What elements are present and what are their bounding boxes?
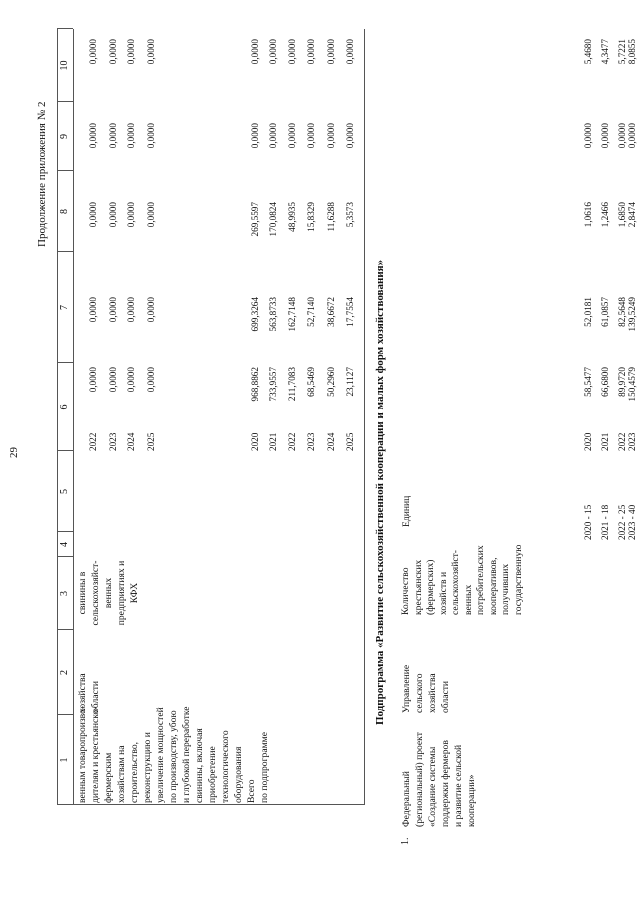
value-cell: 0,0000 <box>345 39 355 65</box>
value-cell: 0,0000 <box>617 123 627 149</box>
target-cell: 2023 - 40 <box>627 504 637 540</box>
header-cell: 8 <box>59 209 70 214</box>
value-cell: 0,0000 <box>88 202 98 228</box>
header-cell: 3 <box>59 591 70 596</box>
value-cell: 52,7140 <box>306 297 316 327</box>
header-cell: 9 <box>59 134 70 139</box>
value-cell: 0,0000 <box>146 39 156 65</box>
year-cell: 2020 <box>583 432 593 451</box>
value-cell: 0,0000 <box>583 123 593 149</box>
value-cell: 0,0000 <box>146 123 156 149</box>
value-cell: 5,3573 <box>345 202 355 228</box>
value-cell: 0,0000 <box>146 367 156 393</box>
value-cell: 1,6850 <box>617 202 627 228</box>
value-cell: 0,0000 <box>250 123 260 149</box>
value-cell: 968,8862 <box>250 367 260 402</box>
page-number: 29 <box>8 447 20 458</box>
value-cell: 162,7148 <box>287 297 297 332</box>
value-cell: 269,5597 <box>250 202 260 237</box>
value-cell: 0,0000 <box>146 297 156 323</box>
value-cell: 38,6672 <box>326 297 336 327</box>
value-cell: 0,0000 <box>250 39 260 65</box>
value-cell: 1,0616 <box>583 202 593 228</box>
value-cell: 0,0000 <box>126 123 136 149</box>
value-cell: 52,0181 <box>583 297 593 327</box>
value-cell: 5,7221 <box>617 39 627 65</box>
year-cell: 2023 <box>627 432 637 451</box>
value-cell: 0,0000 <box>287 39 297 65</box>
item-number: 1. <box>400 837 411 845</box>
header-cell: 2 <box>59 670 70 675</box>
project-title: Федеральный (региональный) проект «Создание системы поддержки фермеров и развитие сельской кооперации» <box>401 732 477 827</box>
year-cell: 2023 <box>108 432 118 451</box>
value-cell: 0,0000 <box>345 123 355 149</box>
indicator-text: свинины в сельскохозяйст- венных предприятиях и КФХ <box>77 560 140 626</box>
value-cell: 0,0000 <box>306 39 316 65</box>
value-cell: 0,0000 <box>108 39 118 65</box>
year-cell: 2022 <box>88 432 98 451</box>
header-cell: 7 <box>59 305 70 310</box>
value-cell: 8,0855 <box>627 39 637 65</box>
value-cell: 0,0000 <box>627 123 637 149</box>
value-cell: 0,0000 <box>108 297 118 323</box>
value-cell: 0,0000 <box>306 123 316 149</box>
value-cell: 0,0000 <box>126 202 136 228</box>
year-cell: 2022 <box>617 432 627 451</box>
continuation-label: Продолжение приложения № 2 <box>36 101 48 247</box>
value-cell: 0,0000 <box>88 123 98 149</box>
measure-description: венным товаропроизво- дителям и крестьянско- фермерским хозяйствам на строительство, реконструкцию и увеличение мощностей по производству, убою и глубокой переработке свинины, включая приобретение технологического оборудования <box>77 705 244 803</box>
value-cell: 0,0000 <box>126 39 136 65</box>
header-cell: 5 <box>59 489 70 494</box>
value-cell: 50,2960 <box>326 367 336 397</box>
target-cell: 2022 - 25 <box>617 504 627 540</box>
year-cell: 2020 <box>250 432 260 451</box>
value-cell: 15,8329 <box>306 202 316 232</box>
value-cell: 0,0000 <box>126 367 136 393</box>
year-cell: 2024 <box>126 432 136 451</box>
value-cell: 0,0000 <box>88 39 98 65</box>
header-cell: 1 <box>59 757 70 763</box>
target-cell: 2021 - 18 <box>600 504 610 540</box>
value-cell: 1,2466 <box>600 202 610 228</box>
year-cell: 2023 <box>306 432 316 451</box>
executor-text: хозяйства области <box>77 673 101 713</box>
value-cell: 58,5477 <box>583 367 593 397</box>
value-cell: 563,8733 <box>268 297 278 332</box>
value-cell: 150,4579 <box>627 367 637 402</box>
value-cell: 5,4680 <box>583 39 593 65</box>
header-cell: 4 <box>59 542 70 547</box>
subprogram-heading: Подпрограмма «Развитие сельскохозяйственной кооперации и малых форм хозяйствования» <box>374 259 386 725</box>
value-cell: 0,0000 <box>268 123 278 149</box>
value-cell: 0,0000 <box>88 297 98 323</box>
value-cell: 0,0000 <box>600 123 610 149</box>
value-cell: 139,5249 <box>627 297 637 332</box>
value-cell: 699,3264 <box>250 297 260 332</box>
value-cell: 211,7083 <box>287 367 297 402</box>
value-cell: 82,5648 <box>617 297 627 327</box>
value-cell: 66,6800 <box>600 367 610 397</box>
year-cell: 2025 <box>146 432 156 451</box>
value-cell: 4,3477 <box>600 39 610 65</box>
header-cell: 10 <box>59 60 70 71</box>
value-cell: 0,0000 <box>268 39 278 65</box>
indicator-text: Количество крестьянских (фермерских) хозяйств и сельскохозяйст- венных потребительских кооперативов, получивших государственную <box>400 544 524 615</box>
executor-text: Управление сельского хозяйства области <box>401 664 451 713</box>
value-cell: 48,9935 <box>287 202 297 232</box>
value-cell: 0,0000 <box>108 202 118 228</box>
value-cell: 0,0000 <box>146 202 156 228</box>
year-cell: 2021 <box>600 432 610 451</box>
unit-text: Единиц <box>401 495 412 527</box>
value-cell: 733,9557 <box>268 367 278 402</box>
value-cell: 0,0000 <box>88 367 98 393</box>
value-cell: 0,0000 <box>326 39 336 65</box>
value-cell: 0,0000 <box>108 123 118 149</box>
year-cell: 2022 <box>287 432 297 451</box>
year-cell: 2025 <box>345 432 355 451</box>
value-cell: 61,0857 <box>600 297 610 327</box>
value-cell: 0,0000 <box>326 123 336 149</box>
value-cell: 68,5469 <box>306 367 316 397</box>
value-cell: 11,6288 <box>326 202 336 232</box>
value-cell: 2,8474 <box>627 202 637 228</box>
value-cell: 0,0000 <box>287 123 297 149</box>
total-label: Всего по подпрограмме <box>246 732 270 803</box>
target-cell: 2020 - 15 <box>583 504 593 540</box>
value-cell: 170,0824 <box>268 202 278 237</box>
value-cell: 89,9720 <box>617 367 627 397</box>
year-cell: 2021 <box>268 432 278 451</box>
value-cell: 0,0000 <box>126 297 136 323</box>
header-cell: 6 <box>59 404 70 410</box>
year-cell: 2024 <box>326 432 336 451</box>
value-cell: 17,7554 <box>345 297 355 327</box>
value-cell: 23,1127 <box>345 367 355 397</box>
value-cell: 0,0000 <box>108 367 118 393</box>
